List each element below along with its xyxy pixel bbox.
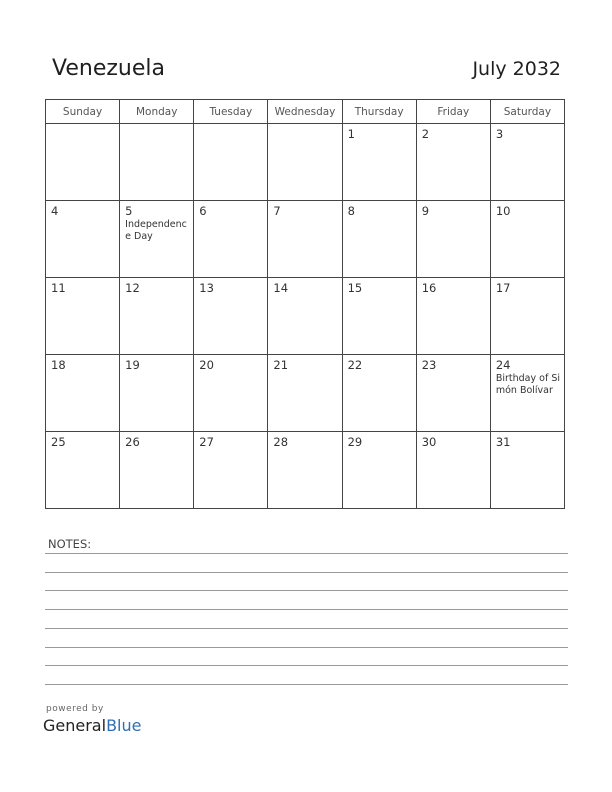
week-row xyxy=(46,201,565,278)
day-cell xyxy=(342,124,416,201)
day-number: 10 xyxy=(495,204,511,218)
day-number: 24 xyxy=(495,358,511,372)
weekday-header: Monday xyxy=(120,100,194,124)
day-cell xyxy=(490,124,564,201)
day-cell xyxy=(268,201,342,278)
brand-name-part1: General xyxy=(43,716,107,735)
weekday-header: Thursday xyxy=(342,100,416,124)
week-row xyxy=(46,355,565,432)
holiday-label: Birthday of Simón Bolívar xyxy=(495,373,560,396)
day-number: 28 xyxy=(273,435,289,449)
day-cell xyxy=(416,355,490,432)
day-cell xyxy=(268,355,342,432)
weekday-header: Friday xyxy=(416,100,490,124)
notes-label: NOTES: xyxy=(48,537,92,551)
day-number: 26 xyxy=(125,435,140,449)
day-cell xyxy=(120,355,194,432)
notes-line xyxy=(45,665,568,666)
notes-line xyxy=(45,647,568,648)
day-cell xyxy=(490,201,564,278)
day-number: 15 xyxy=(347,281,363,295)
day-cell xyxy=(46,355,120,432)
day-cell xyxy=(490,432,564,509)
day-cell xyxy=(342,355,416,432)
day-number: 5 xyxy=(125,204,133,218)
day-number: 9 xyxy=(421,204,430,218)
day-cell xyxy=(194,355,268,432)
day-cell xyxy=(120,124,194,201)
day-cell xyxy=(416,432,490,509)
day-cell xyxy=(342,201,416,278)
day-number: 25 xyxy=(51,435,66,449)
day-number: 18 xyxy=(51,358,66,372)
day-number: 17 xyxy=(495,281,511,295)
week-row xyxy=(46,278,565,355)
day-cell xyxy=(120,432,194,509)
day-number: 16 xyxy=(421,281,437,295)
calendar-month-title: July 2032 xyxy=(472,58,561,80)
day-number xyxy=(194,124,267,128)
day-cell xyxy=(416,278,490,355)
week-row xyxy=(46,432,565,509)
day-number: 6 xyxy=(199,204,207,218)
day-number xyxy=(268,124,341,128)
day-cell xyxy=(194,432,268,509)
weekday-header: Wednesday xyxy=(268,100,342,124)
day-number: 1 xyxy=(347,127,355,141)
holiday-label: Independence Day xyxy=(125,219,187,242)
day-number xyxy=(120,124,193,128)
day-cell xyxy=(268,124,342,201)
day-cell xyxy=(194,201,268,278)
day-number: 22 xyxy=(347,358,363,372)
day-cell xyxy=(46,432,120,509)
notes-line xyxy=(45,609,568,610)
day-cell xyxy=(194,124,268,201)
notes-line xyxy=(45,684,568,685)
day-cell xyxy=(490,278,564,355)
day-cell xyxy=(120,201,194,278)
day-number: 4 xyxy=(51,204,59,218)
calendar-grid xyxy=(45,99,565,509)
weekday-header: Sunday xyxy=(46,100,120,124)
day-number: 31 xyxy=(495,435,511,449)
day-number: 20 xyxy=(199,358,214,372)
day-number: 29 xyxy=(347,435,363,449)
day-number: 3 xyxy=(495,127,504,141)
notes-line xyxy=(45,553,568,554)
day-cell xyxy=(268,432,342,509)
day-cell xyxy=(46,124,120,201)
day-number: 7 xyxy=(273,204,281,218)
notes-line xyxy=(45,628,568,629)
weekday-header-row xyxy=(46,100,565,124)
day-number: 23 xyxy=(421,358,437,372)
day-number: 11 xyxy=(51,281,66,295)
day-cell xyxy=(416,124,490,201)
day-cell xyxy=(46,201,120,278)
day-cell xyxy=(194,278,268,355)
day-cell xyxy=(416,201,490,278)
brand-logo xyxy=(43,716,141,735)
brand-name-part2: Blue xyxy=(106,716,142,735)
week-row xyxy=(46,124,565,201)
notes-line xyxy=(45,572,568,573)
day-number: 19 xyxy=(125,358,140,372)
day-number xyxy=(46,124,119,128)
day-number: 2 xyxy=(421,127,430,141)
day-cell xyxy=(120,278,194,355)
day-cell xyxy=(342,432,416,509)
day-cell xyxy=(490,355,564,432)
day-number: 21 xyxy=(273,358,289,372)
weekday-header: Saturday xyxy=(490,100,564,124)
day-cell xyxy=(268,278,342,355)
calendar-country-title: Venezuela xyxy=(52,56,165,81)
day-number: 30 xyxy=(421,435,437,449)
day-cell xyxy=(342,278,416,355)
day-number: 13 xyxy=(199,281,214,295)
day-number: 8 xyxy=(347,204,355,218)
day-number: 14 xyxy=(273,281,289,295)
day-number: 27 xyxy=(199,435,214,449)
day-number: 12 xyxy=(125,281,140,295)
weekday-header: Tuesday xyxy=(194,100,268,124)
notes-line xyxy=(45,590,568,591)
day-cell xyxy=(46,278,120,355)
powered-by-text: powered by xyxy=(46,704,104,714)
